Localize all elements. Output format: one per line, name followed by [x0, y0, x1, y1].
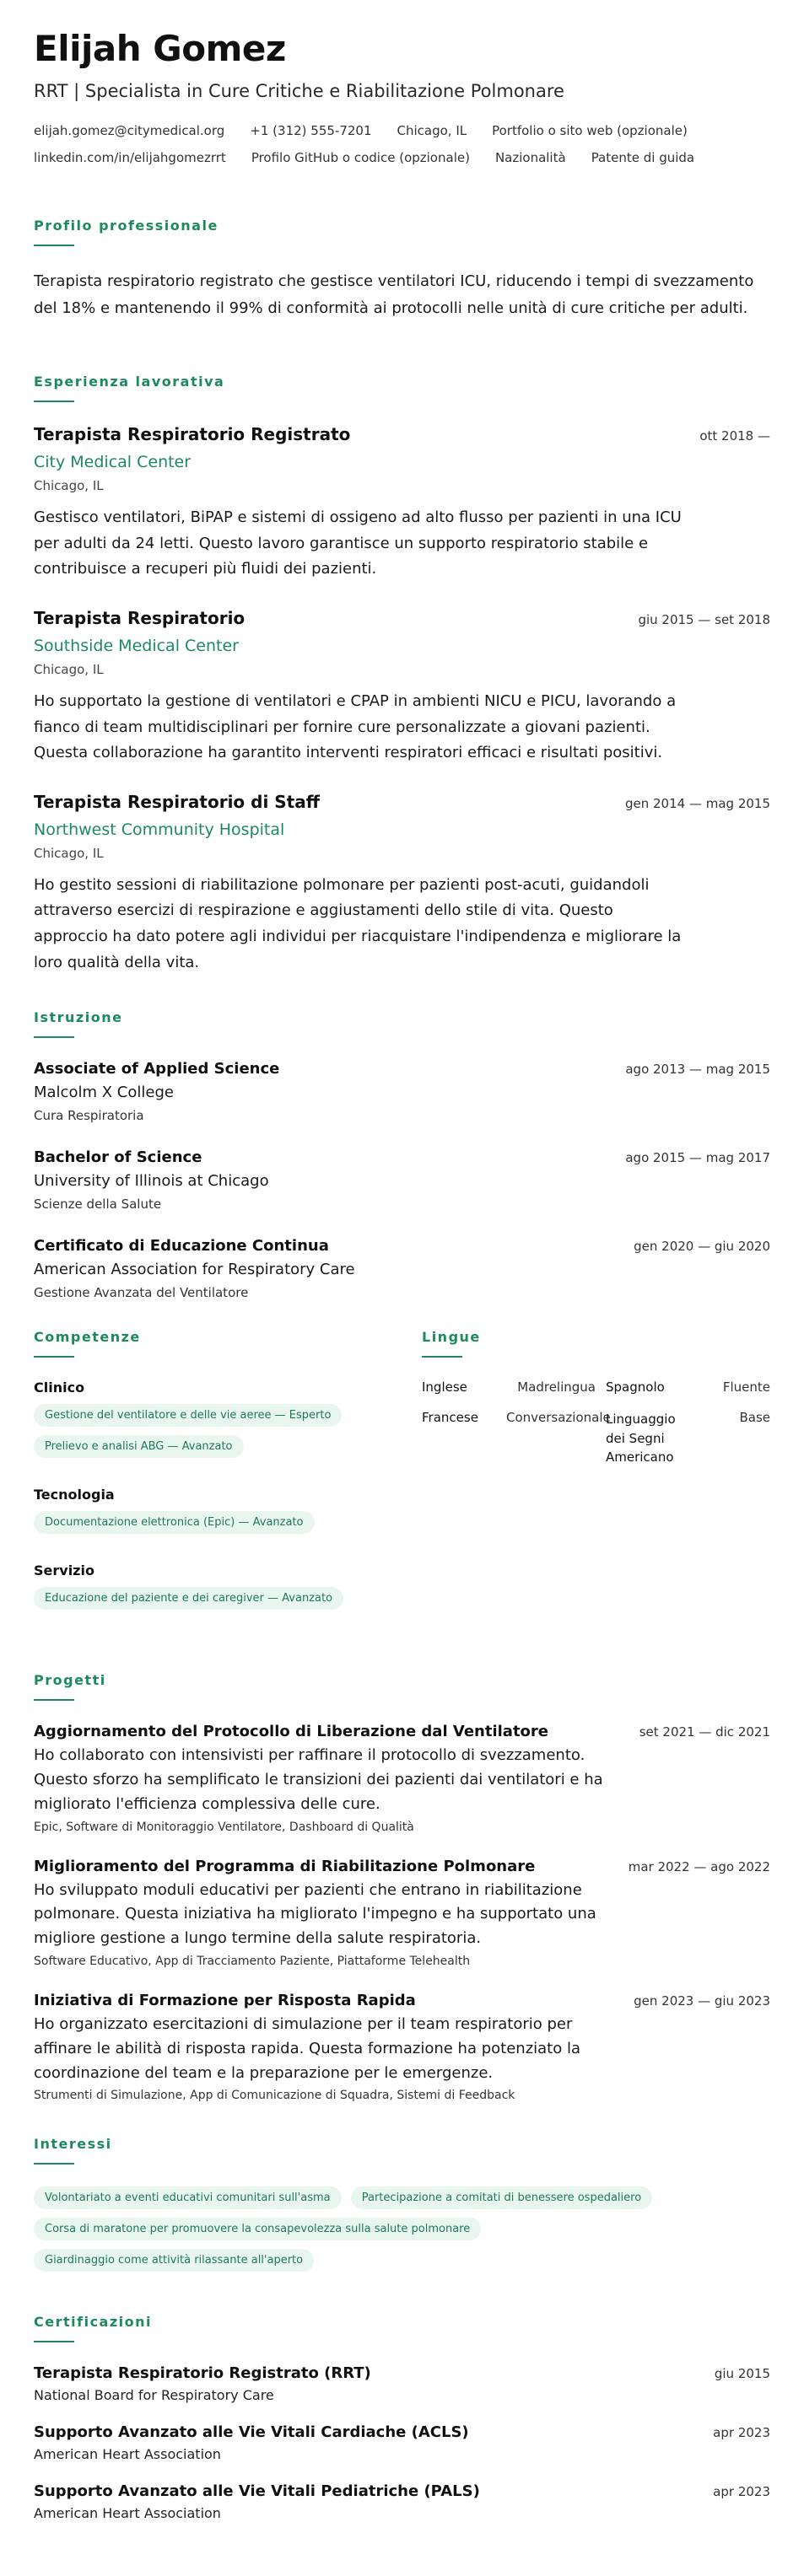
language-name: Inglese: [422, 1379, 467, 1396]
contact-linkedin[interactable]: linkedin.com/in/elijahgomezrrt: [34, 150, 226, 166]
job-title: Terapista Respiratorio Registrato: [34, 424, 351, 445]
job-date: giu 2015 — set 2018: [638, 612, 770, 628]
summary-text: Terapista respiratorio registrato che gestisce ventilatori ICU, riducendo i tempi di svezzamento del 18% e mantenendo il 99% di conformità ai protocolli nelle unità di cure critiche per adulti.: [34, 272, 754, 317]
experience-entry: [34, 424, 770, 583]
degree-title: Certificato di Educazione Continua: [34, 1237, 329, 1256]
language-name: Francese: [422, 1410, 478, 1426]
section-title: Lingue: [422, 1329, 481, 1346]
skill-category: Tecnologia: [34, 1487, 115, 1503]
project-description: Ho organizzato esercitazioni di simulazione per il team respiratorio per affinare le abilità di risposta rapida. Questa formazione ha potenziato la coordinazione del team e la preparazione per le emergenze.: [34, 2015, 580, 2082]
interest-pill: Giardinaggio come attività rilassante all'aperto: [34, 2249, 314, 2272]
project-tools: Software Educativo, App di Tracciamento Paziente, Piattaforme Telehealth: [34, 1955, 471, 1969]
section-divider: [422, 1356, 462, 1358]
projects-section: [34, 1672, 770, 2102]
section-divider: [34, 2163, 74, 2165]
contact-email[interactable]: elijah.gomez@citymedical.org: [34, 123, 225, 139]
interest-pill: Volontariato a eventi educativi comunitari sull'asma: [34, 2186, 342, 2209]
resume-header: [34, 29, 770, 165]
job-description: Ho supportato la gestione di ventilatori e CPAP in ambienti NICU e PICU, lavorando a fianco di team multidisciplinari per fornire cure personalizzate a giovani pazienti. Questa collaborazione ha garantito interventi respiratori efficaci e risultati positivi.: [34, 692, 677, 762]
project-entry: [34, 1858, 770, 1968]
project-tools: Epic, Software di Monitoraggio Ventilatore, Dashboard di Qualità: [34, 1820, 414, 1834]
section-title: Istruzione: [34, 1009, 123, 1026]
job-location: Chicago, IL: [34, 662, 104, 678]
certification-name: Supporto Avanzato alle Vie Vitali Pediatriche (PALS): [34, 2482, 480, 2501]
job-date: gen 2014 — mag 2015: [624, 795, 770, 811]
contact-phone[interactable]: +1 (312) 555-7201: [250, 123, 372, 139]
project-entry: [34, 1723, 770, 1833]
language-level: Fluente: [722, 1379, 770, 1396]
certification-issuer: National Board for Respiratory Care: [34, 2387, 274, 2404]
certification-entry: [34, 2482, 770, 2521]
project-title: Iniziativa di Formazione per Risposta Rapida: [34, 1992, 416, 2010]
certifications-section: [34, 2314, 770, 2521]
project-title: Miglioramento del Programma di Riabilitazione Polmonare: [34, 1857, 536, 1875]
degree-title: Bachelor of Science: [34, 1148, 202, 1167]
section-divider: [34, 1356, 74, 1358]
education-section: [34, 1009, 770, 1300]
skill-pill: Prelievo e analisi ABG — Avanzato: [34, 1435, 244, 1458]
project-date: gen 2023 — giu 2023: [634, 1993, 770, 2009]
section-divider: [34, 1699, 74, 1701]
certification-date: giu 2015: [714, 2366, 770, 2382]
job-location: Chicago, IL: [34, 845, 104, 861]
study-field: Cura Respiratoria: [34, 1108, 144, 1124]
section-title: Certificazioni: [34, 2314, 153, 2331]
contact-driving-license: Patente di guida: [591, 150, 695, 166]
employer-name: Southside Medical Center: [34, 637, 239, 656]
language-level: Conversazionale: [506, 1410, 611, 1426]
contact-github[interactable]: Profilo GitHub o codice (opzionale): [251, 150, 470, 166]
certification-entry: [34, 2423, 770, 2462]
study-field: Scienze della Salute: [34, 1197, 162, 1213]
certification-name: Supporto Avanzato alle Vie Vitali Cardiache (ACLS): [34, 2423, 469, 2442]
section-title: Profilo professionale: [34, 218, 219, 234]
skills-languages-row: [34, 1329, 770, 1638]
school-name: American Association for Respiratory Care: [34, 1261, 355, 1279]
employer-name: Northwest Community Hospital: [34, 820, 285, 839]
project-description: Ho sviluppato moduli educativi per pazienti che entrano in riabilitazione polmonare. Questa iniziativa ha migliorato l'impegno e ha supportato una migliore gestione a lungo termine della salute respiratoria.: [34, 1880, 596, 1948]
contact-list: [34, 123, 770, 165]
candidate-name: Elijah Gomez: [34, 28, 286, 69]
certification-date: apr 2023: [713, 2425, 770, 2441]
experience-entry: [34, 608, 770, 766]
language-level: Madrelingua: [517, 1379, 596, 1396]
certification-name: Terapista Respiratorio Registrato (RRT): [34, 2364, 371, 2383]
job-title: Terapista Respiratorio: [34, 608, 246, 629]
skill-pill: Gestione del ventilatore e delle vie aeree — Esperto: [34, 1404, 342, 1427]
language-list: [422, 1379, 770, 1467]
section-divider: [34, 401, 74, 402]
interest-list: [34, 2186, 709, 2280]
school-name: Malcolm X College: [34, 1084, 174, 1102]
certification-date: apr 2023: [713, 2484, 770, 2500]
skills-section: [34, 1329, 422, 1638]
education-date: gen 2020 — giu 2020: [634, 1239, 770, 1255]
job-location: Chicago, IL: [34, 478, 104, 494]
section-divider: [34, 1036, 74, 1038]
certification-issuer: American Heart Association: [34, 2446, 221, 2463]
job-description: Ho gestito sessioni di riabilitazione polmonare per pazienti post-acuti, guidandoli attraverso esercizi di respirazione e aggiustamenti dello stile di vita. Questo approccio ha dato potere agli individui per riacquistare l'indipendenza e migliorare la loro qualità della vita.: [34, 875, 682, 971]
interests-section: [34, 2136, 770, 2280]
project-entry: [34, 1992, 770, 2102]
school-name: University of Illinois at Chicago: [34, 1172, 269, 1191]
interest-pill: Partecipazione a comitati di benessere ospedaliero: [351, 2186, 652, 2209]
certification-issuer: American Heart Association: [34, 2505, 221, 2522]
education-entry: [34, 1237, 770, 1300]
employer-name: City Medical Center: [34, 453, 192, 472]
skill-group: [34, 1379, 422, 1466]
education-date: ago 2015 — mag 2017: [625, 1150, 770, 1166]
language-name: Spagnolo: [606, 1379, 665, 1396]
skill-category: Servizio: [34, 1562, 94, 1579]
job-date: ott 2018 —: [699, 428, 770, 444]
languages-section: [422, 1329, 770, 1638]
contact-location: Chicago, IL: [397, 123, 467, 139]
education-date: ago 2013 — mag 2015: [625, 1062, 770, 1078]
section-title: Progetti: [34, 1672, 106, 1689]
interest-pill: Corsa di maratone per promuovere la consapevolezza sulla salute polmonare: [34, 2218, 481, 2240]
section-title: Esperienza lavorativa: [34, 374, 225, 390]
summary-section: [34, 218, 770, 321]
section-divider: [34, 245, 74, 246]
contact-nationality: Nazionalità: [494, 150, 566, 166]
language-name: Linguaggio dei Segni Americano: [606, 1412, 676, 1465]
education-entry: [34, 1148, 770, 1212]
candidate-subtitle: RRT | Specialista in Cure Critiche e Riabilitazione Polmonare: [34, 81, 564, 102]
project-description: Ho collaborato con intensivisti per raffinare il protocollo di svezzamento. Questo sforzo ha semplificato le transizioni dei pazienti dai ventilatori e ha migliorato l'efficienza complessiva delle cure.: [34, 1746, 603, 1813]
skill-pill: Documentazione elettronica (Epic) — Avanzato: [34, 1511, 315, 1534]
job-description: Gestisco ventilatori, BiPAP e sistemi di ossigeno ad alto flusso per pazienti in una ICU per adulti da 24 letti. Questo lavoro garantisce un supporto respiratorio stabile e contribuisce a recuperi più fluidi dei pazienti.: [34, 508, 682, 578]
project-title: Aggiornamento del Protocollo di Liberazione dal Ventilatore: [34, 1723, 548, 1741]
section-title: Competenze: [34, 1329, 141, 1346]
experience-entry: [34, 792, 770, 976]
skill-category: Clinico: [34, 1379, 85, 1396]
skill-group: [34, 1562, 422, 1618]
job-title: Terapista Respiratorio di Staff: [34, 791, 320, 812]
language-level: Base: [739, 1410, 770, 1426]
section-divider: [34, 2341, 74, 2342]
certification-entry: [34, 2364, 770, 2403]
project-date: set 2021 — dic 2021: [639, 1724, 770, 1740]
contact-portfolio[interactable]: Portfolio o sito web (opzionale): [492, 123, 688, 139]
section-title: Interessi: [34, 2136, 112, 2153]
study-field: Gestione Avanzata del Ventilatore: [34, 1285, 249, 1301]
degree-title: Associate of Applied Science: [34, 1060, 280, 1078]
experience-section: [34, 374, 770, 976]
skill-pill: Educazione del paziente e dei caregiver — Avanzato: [34, 1587, 343, 1610]
education-entry: [34, 1060, 770, 1123]
project-tools: Strumenti di Simulazione, App di Comunicazione di Squadra, Sistemi di Feedback: [34, 2089, 515, 2103]
project-date: mar 2022 — ago 2022: [628, 1858, 770, 1874]
skill-group: [34, 1487, 422, 1542]
